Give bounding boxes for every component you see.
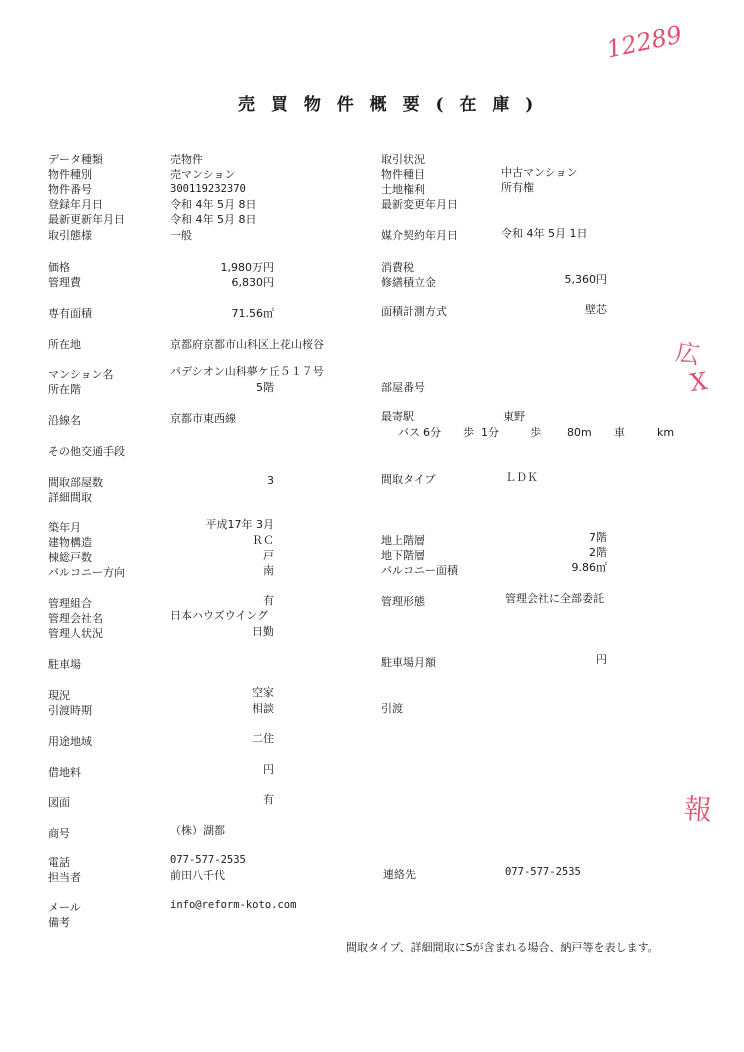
address-value: 京都府京都市山科区上花山桜谷	[170, 338, 324, 351]
price-label: 価格	[48, 261, 70, 274]
handwritten-mark-3: 報	[682, 792, 714, 827]
private-area-value: 71.56㎡	[231, 307, 274, 320]
room-count-label: 間取部屋数	[48, 476, 103, 489]
document-title: 売 買 物 件 概 要 ( 在 庫 )	[238, 95, 539, 115]
handover-label: 引渡	[381, 702, 403, 715]
remarks-label: 備考	[48, 916, 70, 929]
balcony-direction-label: バルコニー方向	[48, 566, 125, 579]
management-company-value: 日本ハウズウイング	[170, 609, 269, 622]
phone-value: 077-577-2535	[170, 854, 246, 866]
balcony-area-value: 9.86㎡	[571, 561, 607, 574]
land-right-value: 所有権	[501, 181, 534, 194]
access-walk-distance: 80m	[567, 426, 592, 439]
area-measure-label: 面積計測方式	[381, 305, 447, 318]
drawing-label: 図面	[48, 796, 70, 809]
registered-date-label: 登録年月日	[48, 198, 103, 211]
contact-person-value: 前田八千代	[170, 869, 225, 882]
floors-below-value: 2階	[589, 546, 607, 559]
railway-line-label: 沿線名	[48, 414, 81, 427]
property-item-label: 物件種目	[381, 168, 425, 181]
trade-mode-label: 取引態様	[48, 229, 92, 242]
land-rent-label: 借地料	[48, 766, 81, 779]
parking-label: 駐車場	[48, 658, 81, 671]
land-rent-value: 円	[263, 763, 274, 776]
parking-fee-value: 円	[596, 653, 607, 666]
structure-value: ＲＣ	[252, 534, 274, 547]
email-label: メール	[48, 901, 81, 914]
current-status-label: 現況	[48, 689, 70, 702]
current-status-value: 空家	[252, 686, 274, 699]
balcony-direction-value: 南	[263, 564, 274, 577]
floors-above-label: 地上階層	[381, 534, 425, 547]
management-fee-value: 6,830円	[231, 276, 274, 289]
company-name-value: （株）湖都	[170, 824, 225, 837]
access-bus-label: バス	[398, 426, 420, 439]
drawing-value: 有	[263, 793, 274, 806]
manager-status-label: 管理人状況	[48, 627, 103, 640]
repair-reserve-value: 5,360円	[564, 273, 607, 286]
updated-date-value: 令和 4年 5月 8日	[170, 213, 257, 226]
contact-person-label: 担当者	[48, 871, 81, 884]
structure-label: 建物構造	[48, 536, 92, 549]
zoning-label: 用途地域	[48, 735, 92, 748]
nearest-station-label: 最寄駅	[381, 410, 414, 423]
changed-date-label: 最新変更年月日	[381, 198, 458, 211]
agency-contract-date-label: 媒介契約年月日	[381, 229, 458, 242]
built-date-label: 築年月	[48, 521, 81, 534]
data-type-value: 売物件	[170, 153, 203, 166]
handover-time-label: 引渡時期	[48, 704, 92, 717]
built-date-value: 平成17年 3月	[205, 518, 274, 531]
room-count-value: 3	[267, 474, 274, 487]
detail-layout-label: 詳細間取	[48, 491, 92, 504]
total-units-label: 棟総戸数	[48, 551, 92, 564]
management-union-value: 有	[263, 594, 274, 607]
management-fee-label: 管理費	[48, 276, 81, 289]
contact-value: 077-577-2535	[505, 866, 581, 878]
balcony-area-label: バルコニー面積	[381, 564, 458, 577]
property-number-label: 物件番号	[48, 183, 92, 196]
access-walk-label: 歩	[463, 426, 474, 439]
agency-contract-date-value: 令和 4年 5月 1日	[501, 227, 588, 240]
handwritten-number: 12289	[603, 20, 685, 64]
updated-date-label: 最新更新年月日	[48, 213, 125, 226]
nearest-station-value: 東野	[503, 410, 525, 423]
floor-label: 所在階	[48, 383, 81, 396]
data-type-label: データ種類	[48, 153, 103, 166]
floor-value: 5階	[256, 381, 274, 394]
manager-status-value: 日勤	[252, 625, 274, 638]
property-type-label: 物件種別	[48, 168, 92, 181]
floors-below-label: 地下階層	[381, 549, 425, 562]
access-car-distance: km	[657, 426, 675, 439]
handwritten-mark-1: 広	[673, 338, 702, 370]
trade-mode-value: 一般	[170, 229, 192, 242]
other-transport-label: その他交通手段	[48, 445, 125, 458]
floors-above-value: 7階	[589, 531, 607, 544]
land-right-label: 土地権利	[381, 183, 425, 196]
handwritten-mark-2: X	[688, 366, 709, 398]
footnote: 間取タイプ、詳細間取にSが含まれる場合、納戸等を表します。	[346, 941, 659, 954]
access-walk2-label: 歩	[530, 426, 541, 439]
area-measure-value: 壁芯	[585, 303, 607, 316]
price-value: 1,980万円	[220, 261, 274, 274]
parking-fee-label: 駐車場月額	[381, 656, 436, 669]
access-bus-minutes: 6分	[423, 426, 441, 439]
repair-reserve-label: 修繕積立金	[381, 276, 436, 289]
layout-type-value: ＬＤＫ	[505, 471, 538, 484]
handover-time-value: 相談	[252, 702, 274, 715]
private-area-label: 専有面積	[48, 307, 92, 320]
management-company-label: 管理会社名	[48, 612, 103, 625]
room-number-label: 部屋番号	[381, 381, 425, 394]
property-type-value: 売マンション	[170, 168, 236, 181]
management-union-label: 管理組合	[48, 597, 92, 610]
mansion-name-label: マンション名	[48, 368, 114, 381]
access-walk-minutes: 1分	[481, 426, 499, 439]
property-number-value: 300119232370	[170, 183, 246, 195]
railway-line-value: 京都市東西線	[170, 412, 236, 425]
property-item-value: 中古マンション	[501, 166, 578, 179]
total-units-value: 戸	[263, 549, 274, 562]
registered-date-value: 令和 4年 5月 8日	[170, 198, 257, 211]
access-car-label: 車	[614, 426, 625, 439]
layout-type-label: 間取タイプ	[381, 473, 436, 486]
address-label: 所在地	[48, 338, 81, 351]
consumption-tax-label: 消費税	[381, 261, 414, 274]
zoning-value: 二住	[252, 732, 274, 745]
management-form-label: 管理形態	[381, 595, 425, 608]
email-value: info@reform-koto.com	[170, 899, 297, 911]
contact-label: 連絡先	[383, 868, 416, 881]
trade-status-label: 取引状況	[381, 153, 425, 166]
management-form-value: 管理会社に全部委託	[505, 592, 604, 605]
mansion-name-value: パデシオン山科夢ケ丘５１７号	[170, 365, 324, 378]
company-name-label: 商号	[48, 827, 70, 840]
phone-label: 電話	[48, 856, 70, 869]
